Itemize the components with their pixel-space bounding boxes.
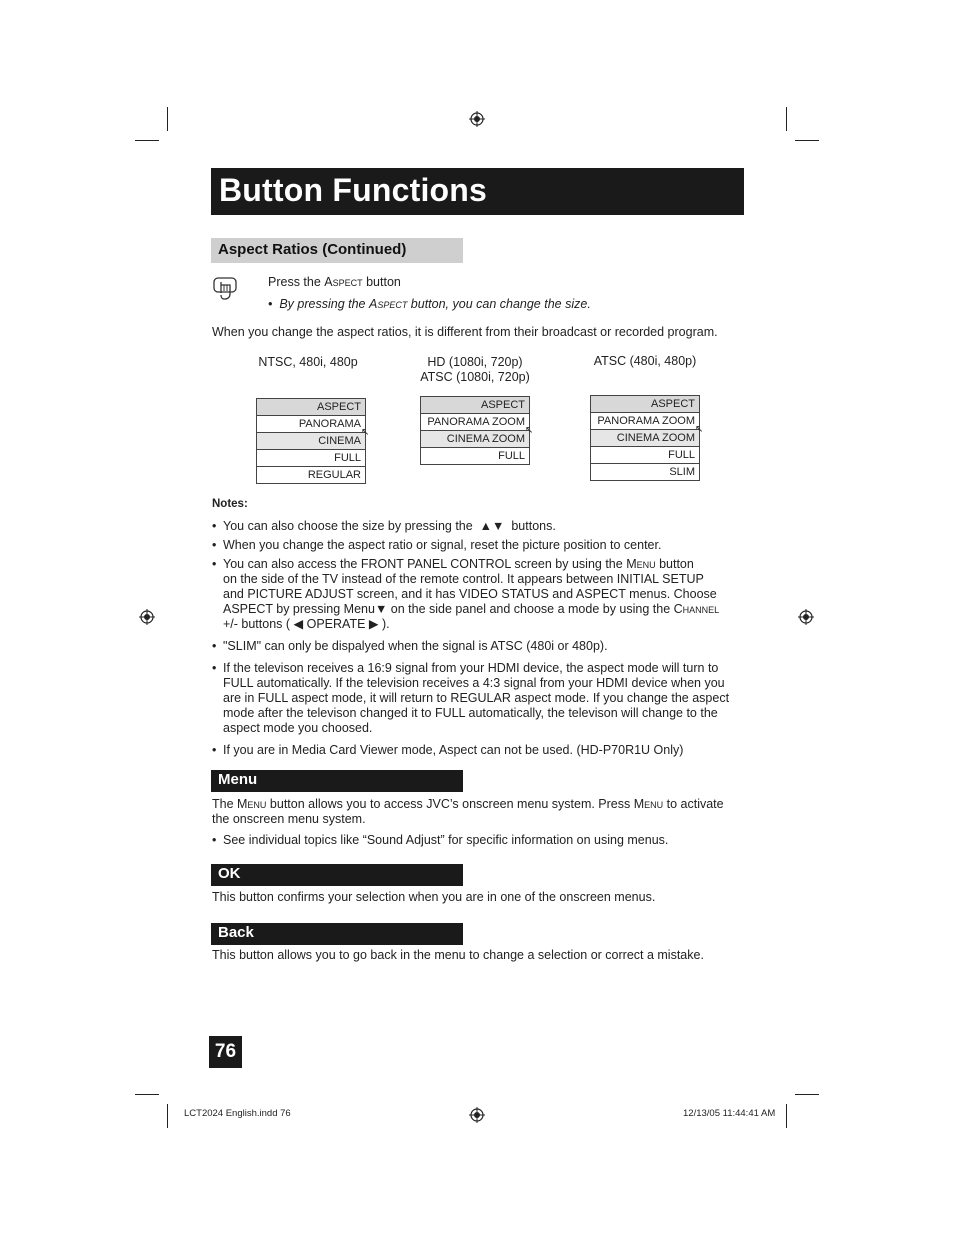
menu-item: CINEMA (257, 432, 365, 449)
note-3: You can also access the FRONT PANEL CONTROL screen by using the Menu button on the side of the TV instead of the remote control. It appears between INITIAL SETUP and PICTURE ADJUST screen, and it has VIDEO STATUS and ASPECT menus. Choose ASPECT by pressing Menu▼ on the side panel and choose a mode by using the Channel +/- buttons ( ◀ OPERATE ▶ ). (223, 557, 720, 631)
note-bullet: • (212, 661, 217, 675)
section-heading-label: Aspect Ratios (Continued) (218, 241, 407, 258)
section-heading-ok (211, 864, 463, 886)
crop-mark (786, 1104, 787, 1128)
registration-mark-icon (139, 609, 155, 625)
section-heading-menu (211, 770, 463, 792)
footer-file-name: LCT2024 English.indd 76 (184, 1108, 291, 1119)
menu-item: ASPECT (591, 396, 699, 412)
column-heading-ntsc: NTSC, 480i, 480p (258, 355, 358, 369)
aspect-intro-text: When you change the aspect ratios, it is different from their broadcast or recorded program. (212, 325, 718, 339)
note-bullet: • (212, 557, 217, 571)
crop-mark (795, 140, 819, 141)
crop-mark (135, 140, 159, 141)
ok-description: This button confirms your selection when you are in one of the onscreen menus. (212, 890, 656, 904)
note-bullet: • (212, 743, 217, 757)
note-4: "SLIM" can only be dispalyed when the signal is ATSC (480i or 480p). (223, 639, 608, 653)
menu-item: ASPECT (421, 397, 529, 413)
note-2: When you change the aspect ratio or signal, reset the picture position to center. (223, 538, 662, 552)
menu-item: FULL (591, 446, 699, 463)
aspect-menu-hd (420, 396, 530, 465)
pointer-cursor-icon: ↖ (361, 427, 370, 438)
aspect-menu-ntsc (256, 398, 366, 484)
crop-mark (795, 1094, 819, 1095)
registration-mark-icon (469, 111, 485, 127)
crop-mark (167, 1104, 168, 1128)
menu-item: FULL (421, 447, 529, 464)
menu-item: CINEMA ZOOM (591, 429, 699, 446)
up-down-arrows-icon: ▲▼ (479, 519, 505, 533)
footer-timestamp: 12/13/05 11:44:41 AM (683, 1108, 776, 1119)
back-description: This button allows you to go back in the menu to change a selection or correct a mistake. (212, 948, 704, 962)
menu-item: PANORAMA (257, 415, 365, 432)
section-heading-aspect (211, 238, 463, 263)
note-5: If the televison receives a 16:9 signal from your HDMI device, the aspect mode will turn to FULL automatically. If the television receives a 4:3 signal from your HDMI device when you are in FULL aspect mode, it will return to REGULAR aspect mode. If you change the aspect mode after the televison changed it to FULL automatically, the televison will change to the aspect mode you choosed. (223, 661, 730, 735)
press-aspect-bullet: • By pressing the Aspect button, you can change the size. (268, 297, 591, 311)
menu-description: The Menu button allows you to access JVC’s onscreen menu system. Press Menu to activate the onscreen menu system. (212, 797, 724, 826)
press-aspect-instruction: Press the Aspect button (268, 275, 401, 289)
menu-item: FULL (257, 449, 365, 466)
pointer-cursor-icon: ↖ (695, 424, 704, 435)
registration-mark-icon (469, 1107, 485, 1123)
crop-mark (135, 1094, 159, 1095)
menu-item: PANORAMA ZOOM (591, 412, 699, 429)
note-bullet: • (212, 519, 217, 533)
note-6: If you are in Media Card Viewer mode, Aspect can not be used. (HD-P70R1U Only) (223, 743, 684, 757)
section-heading-label: OK (218, 865, 241, 882)
section-heading-label: Menu (218, 771, 258, 788)
aspect-menu-atsc (590, 395, 700, 481)
menu-item: ASPECT (257, 399, 365, 415)
section-heading-label: Back (218, 924, 254, 941)
pointer-cursor-icon: ↖ (525, 425, 534, 436)
menu-item: REGULAR (257, 466, 365, 483)
note-bullet: • (212, 538, 217, 552)
note-bullet: • (212, 639, 217, 653)
title-bar (211, 168, 744, 215)
registration-mark-icon (798, 609, 814, 625)
crop-mark (786, 107, 787, 131)
crop-mark (167, 107, 168, 131)
column-heading-atsc: ATSC (480i, 480p) (593, 354, 697, 368)
note-1: You can also choose the size by pressing the ▲▼ buttons. (223, 519, 556, 533)
menu-item: CINEMA ZOOM (421, 430, 529, 447)
menu-item: SLIM (591, 463, 699, 480)
menu-bullet-text: See individual topics like “Sound Adjust” for specific information on using menus. (223, 833, 669, 847)
down-arrow-icon: ▼ (374, 602, 388, 616)
notes-label: Notes: (212, 498, 248, 510)
column-heading-hd: HD (1080i, 720p) ATSC (1080i, 720p) (420, 355, 530, 384)
page-title: Button Functions (219, 172, 488, 208)
note-bullet: • (212, 833, 217, 847)
section-heading-back (211, 923, 463, 945)
page-number: 76 (209, 1036, 242, 1068)
menu-item: PANORAMA ZOOM (421, 413, 529, 430)
hand-press-icon (212, 276, 238, 302)
